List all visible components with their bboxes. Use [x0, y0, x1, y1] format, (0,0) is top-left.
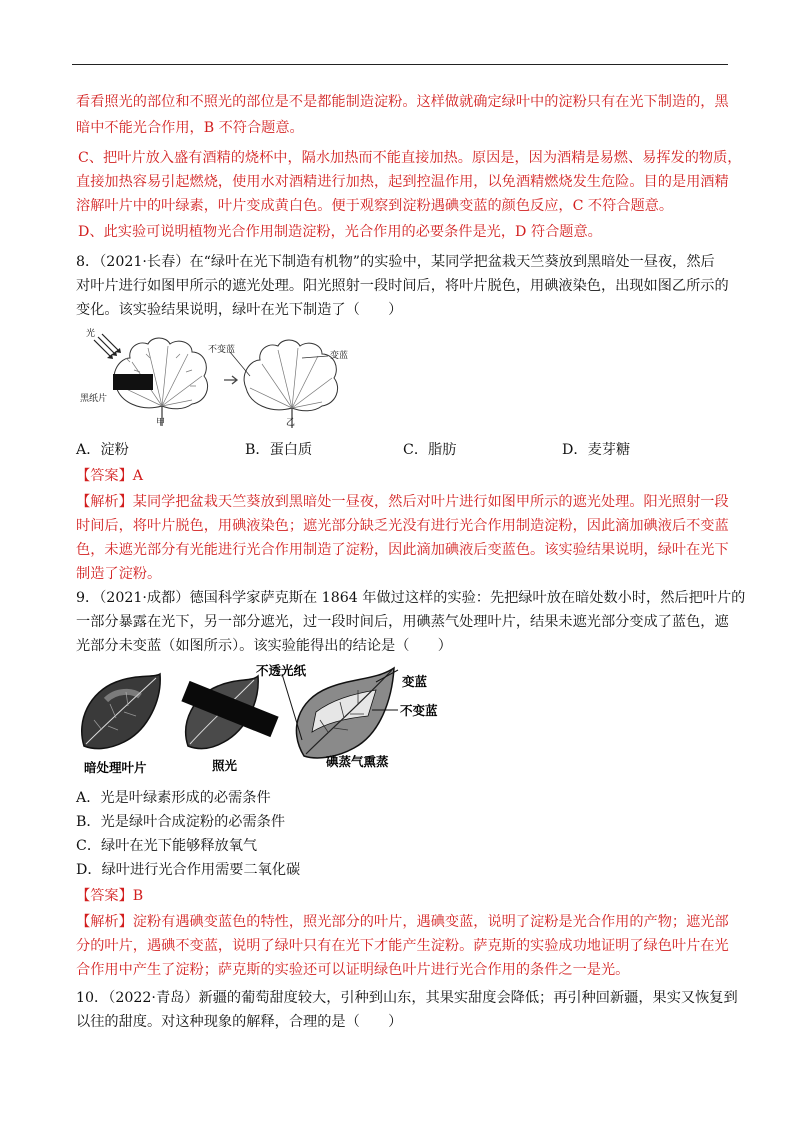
q8-answer [76, 464, 728, 488]
answer-value: A [132, 468, 144, 484]
header-rule [72, 64, 728, 65]
option-b[interactable]: B．蛋白质 [245, 442, 313, 458]
analysis-line: 合作用中产生了淀粉；萨克斯的实验还可以证明绿色叶片进行光合作用的条件之一是光。 [76, 962, 630, 978]
q8-leaf-figure [80, 328, 360, 434]
option-d[interactable]: D．绿叶进行光合作用需要二氧化碳 [76, 862, 301, 878]
leaf-iodine [296, 668, 394, 758]
option-d[interactable]: D．麦芽糖 [562, 442, 631, 458]
figure-label-light: 照光 [212, 758, 238, 773]
figure-label-not-blue: 不变蓝 [400, 703, 438, 718]
figure-label-jia: 甲 [156, 418, 166, 428]
figure-label-blue: 变蓝 [330, 351, 349, 361]
analysis-line: D、此实验可说明植物光合作用制造淀粉，光合作用的必要条件是光，D 符合题意。 [78, 224, 602, 240]
analysis-line: 看看照光的部位和不照光的部位是不是都能制造淀粉。这样做就确定绿叶中的淀粉只有在光下制造的，黑 [76, 94, 729, 110]
q9-analysis [76, 910, 728, 934]
option-c[interactable]: C．绿叶在光下能够释放氧气 [76, 838, 258, 854]
figure-label-light: 光 [86, 329, 96, 339]
figure-label-not-blue: 不变蓝 [208, 345, 236, 355]
leaf-jia [114, 338, 207, 409]
q8-stem: 8．（2021·长春）在“绿叶在光下制造有机物”的实验中，某同学把盆栽天竺葵放到黑暗处一昼夜，然后 [76, 254, 715, 270]
leaf-yi [244, 340, 337, 411]
option-b[interactable]: B．光是绿叶合成淀粉的必需条件 [76, 814, 286, 830]
option-a[interactable]: A．淀粉 [76, 442, 129, 458]
analysis-line: C、把叶片放入盛有酒精的烧杯中，隔水加热而不能直接加热。原因是，因为酒精是易燃、易挥发的物质， [78, 150, 742, 166]
analysis-line: 分的叶片，遇碘不变蓝，说明了绿叶只有在光下才能产生淀粉。萨克斯的实验成功地证明了绿色叶片在光 [76, 938, 729, 954]
q8-stem: 变化。该实验结果说明，绿叶在光下制造了（ ） [76, 302, 403, 318]
analysis-tag: 【解析】 [76, 914, 133, 930]
analysis-line: 色，未遮光部分有光能进行光合作用制造了淀粉，因此滴加碘液后变蓝色。该实验结果说明，绿叶在光下 [76, 542, 729, 558]
q8-analysis [76, 490, 728, 514]
q10-stem: 10．（2022·青岛）新疆的葡萄甜度较大，引种到山东，其果实甜度会降低；再引种回新疆，果实又恢复到 [76, 990, 738, 1006]
option-a[interactable]: A．光是叶绿素形成的必需条件 [76, 790, 271, 806]
analysis-line: 制造了淀粉。 [76, 566, 162, 582]
analysis-line: 直接加热容易引起燃烧，使用水对酒精进行加热，起到控温作用，以免酒精燃烧发生危险。目的是用酒精 [76, 174, 729, 190]
figure-label-opaque-paper: 不透光纸 [256, 663, 307, 678]
answer-tag: 【答案】 [76, 468, 133, 484]
figure-label-blue: 变蓝 [402, 674, 428, 689]
leaf-light [181, 676, 278, 749]
analysis-text: 某同学把盆栽天竺葵放到黑暗处一昼夜，然后对叶片进行如图甲所示的遮光处理。阳光照射一段 [132, 494, 729, 510]
figure-label-yi: 乙 [286, 418, 296, 428]
analysis-tag: 【解析】 [76, 494, 133, 510]
q8-stem: 对叶片进行如图甲所示的遮光处理。阳光照射一段时间后，将叶片脱色，用碘液染色，出现如图乙所示的 [76, 278, 729, 294]
answer-tag: 【答案】 [76, 888, 133, 904]
q10-stem: 以往的甜度。对这种现象的解释，合理的是（ ） [76, 1014, 403, 1030]
q9-stem: 9．（2021·成都）德国科学家萨克斯在 1864 年做过这样的实验：先把绿叶放在暗处数小时，然后把叶片的 [76, 590, 746, 606]
figure-label-iodine: 碘蒸气熏蒸 [326, 754, 389, 769]
analysis-line: 时间后，将叶片脱色，用碘液染色；遮光部分缺乏光没有进行光合作用制造淀粉，因此滴加碘液后不变蓝 [76, 518, 729, 534]
black-paper [113, 374, 153, 390]
q9-stem: 一部分暴露在光下，另一部分遮光，过一段时间后，用碘蒸气处理叶片，结果未遮光部分变成了蓝色，遮 [76, 614, 729, 630]
option-c[interactable]: C．脂肪 [403, 442, 457, 458]
analysis-line: 暗中不能光合作用，B 不符合题意。 [76, 120, 304, 136]
leaf-dark [82, 674, 160, 749]
analysis-text: 淀粉有遇碘变蓝色的特性，照光部分的叶片，遇碘变蓝，说明了淀粉是光合作用的产物；遮光部 [132, 914, 729, 930]
answer-value: B [132, 888, 144, 904]
analysis-line: 溶解叶片中的叶绿素，叶片变成黄白色。便于观察到淀粉遇碘变蓝的颜色反应，C 不符合题意。 [76, 198, 674, 214]
q9-answer [76, 884, 728, 908]
figure-label-black-paper: 黑纸片 [80, 394, 108, 404]
q9-stem: 光部分未变蓝（如图所示）。该实验能得出的结论是（ ） [76, 638, 452, 654]
figure-label-dark-treated: 暗处理叶片 [84, 760, 147, 775]
